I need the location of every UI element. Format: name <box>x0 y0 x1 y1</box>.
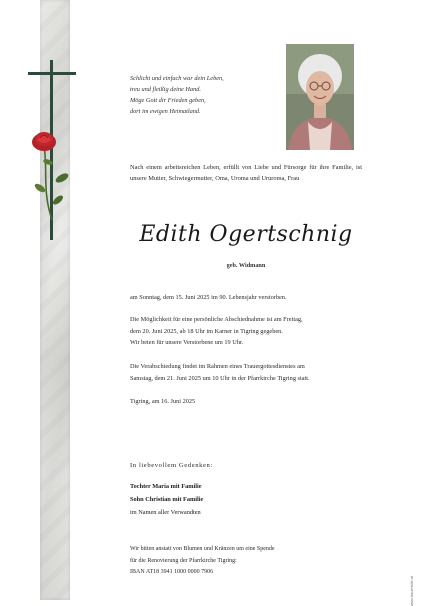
farewell-line: Wir beten für unsere Verstorbene um 19 Uhr. <box>130 339 244 346</box>
family-member: Sohn Christian mit Familie <box>130 496 204 503</box>
farewell-paragraph <box>130 314 362 349</box>
farewell-line: dem 20. Juni 2025, ab 18 Uhr im Karner in Tigring gegeben. <box>130 327 283 335</box>
cross-horizontal-bar <box>28 72 76 75</box>
family-member: Tochter Maria mit Familie <box>130 483 202 490</box>
poem <box>130 73 224 117</box>
rose-leaf <box>51 194 64 206</box>
memory-heading: In liebevollem Gedenken: <box>130 462 213 469</box>
death-notice-line: am Sonntag, dem 15. Juni 2025 im 90. Lebensjahr verstorben. <box>130 294 287 301</box>
donation-line: Wir bitten anstatt von Blumen und Kränzen um eine Spende <box>130 546 275 552</box>
donation-line: für die Renovierung der Pfarrkirche Tigring: <box>130 557 237 564</box>
family-list <box>130 480 203 519</box>
death-notice <box>130 292 362 304</box>
farewell-line: Die Möglichkeit für eine persönliche Abschiednahme ist am Freitag, <box>130 316 303 323</box>
cross-with-rose-icon <box>22 60 82 250</box>
place-date <box>130 396 362 408</box>
intro-text: Nach einem arbeitsreichen Leben, erfüllt von Liebe und Fürsorge für ihre Familie, ist unsere Mutter, Schwiegermutter, Oma, Uroma und Ururoma, Frau <box>130 164 362 183</box>
portrait-photo <box>286 44 354 150</box>
family-member: im Namen aller Verwandten <box>130 509 201 516</box>
imprint-url: www.trauerhilfe.at <box>410 576 414 606</box>
poem-line: dort im ewigen Heimatland. <box>130 108 201 115</box>
maiden-name: geb. Widmann <box>226 262 266 269</box>
poem-line: treu und fleißig deine Hand. <box>130 86 201 93</box>
place-date-line: Tigring, am 16. Juni 2025 <box>130 398 196 405</box>
portrait-illustration <box>286 44 354 150</box>
rose-leaf <box>33 182 46 194</box>
service-line: Die Verabschiedung findet im Rahmen eines Trauergottesdienstes am <box>130 363 305 370</box>
poem-line: Schlicht und einfach war dein Leben, <box>130 75 224 82</box>
rose-leaf <box>54 171 70 184</box>
service-line: Samstag, dem 21. Juni 2025 um 10 Uhr in der Pfarrkirche Tigring statt. <box>130 374 310 382</box>
donation-note <box>130 544 275 579</box>
deceased-name: Edith Ogertschnig <box>139 222 353 247</box>
poem-line: Möge Gott dir Frieden geben, <box>130 97 206 104</box>
service-paragraph <box>130 361 362 384</box>
donation-iban: IBAN AT18 3941 1000 0000 7906 <box>130 569 214 575</box>
